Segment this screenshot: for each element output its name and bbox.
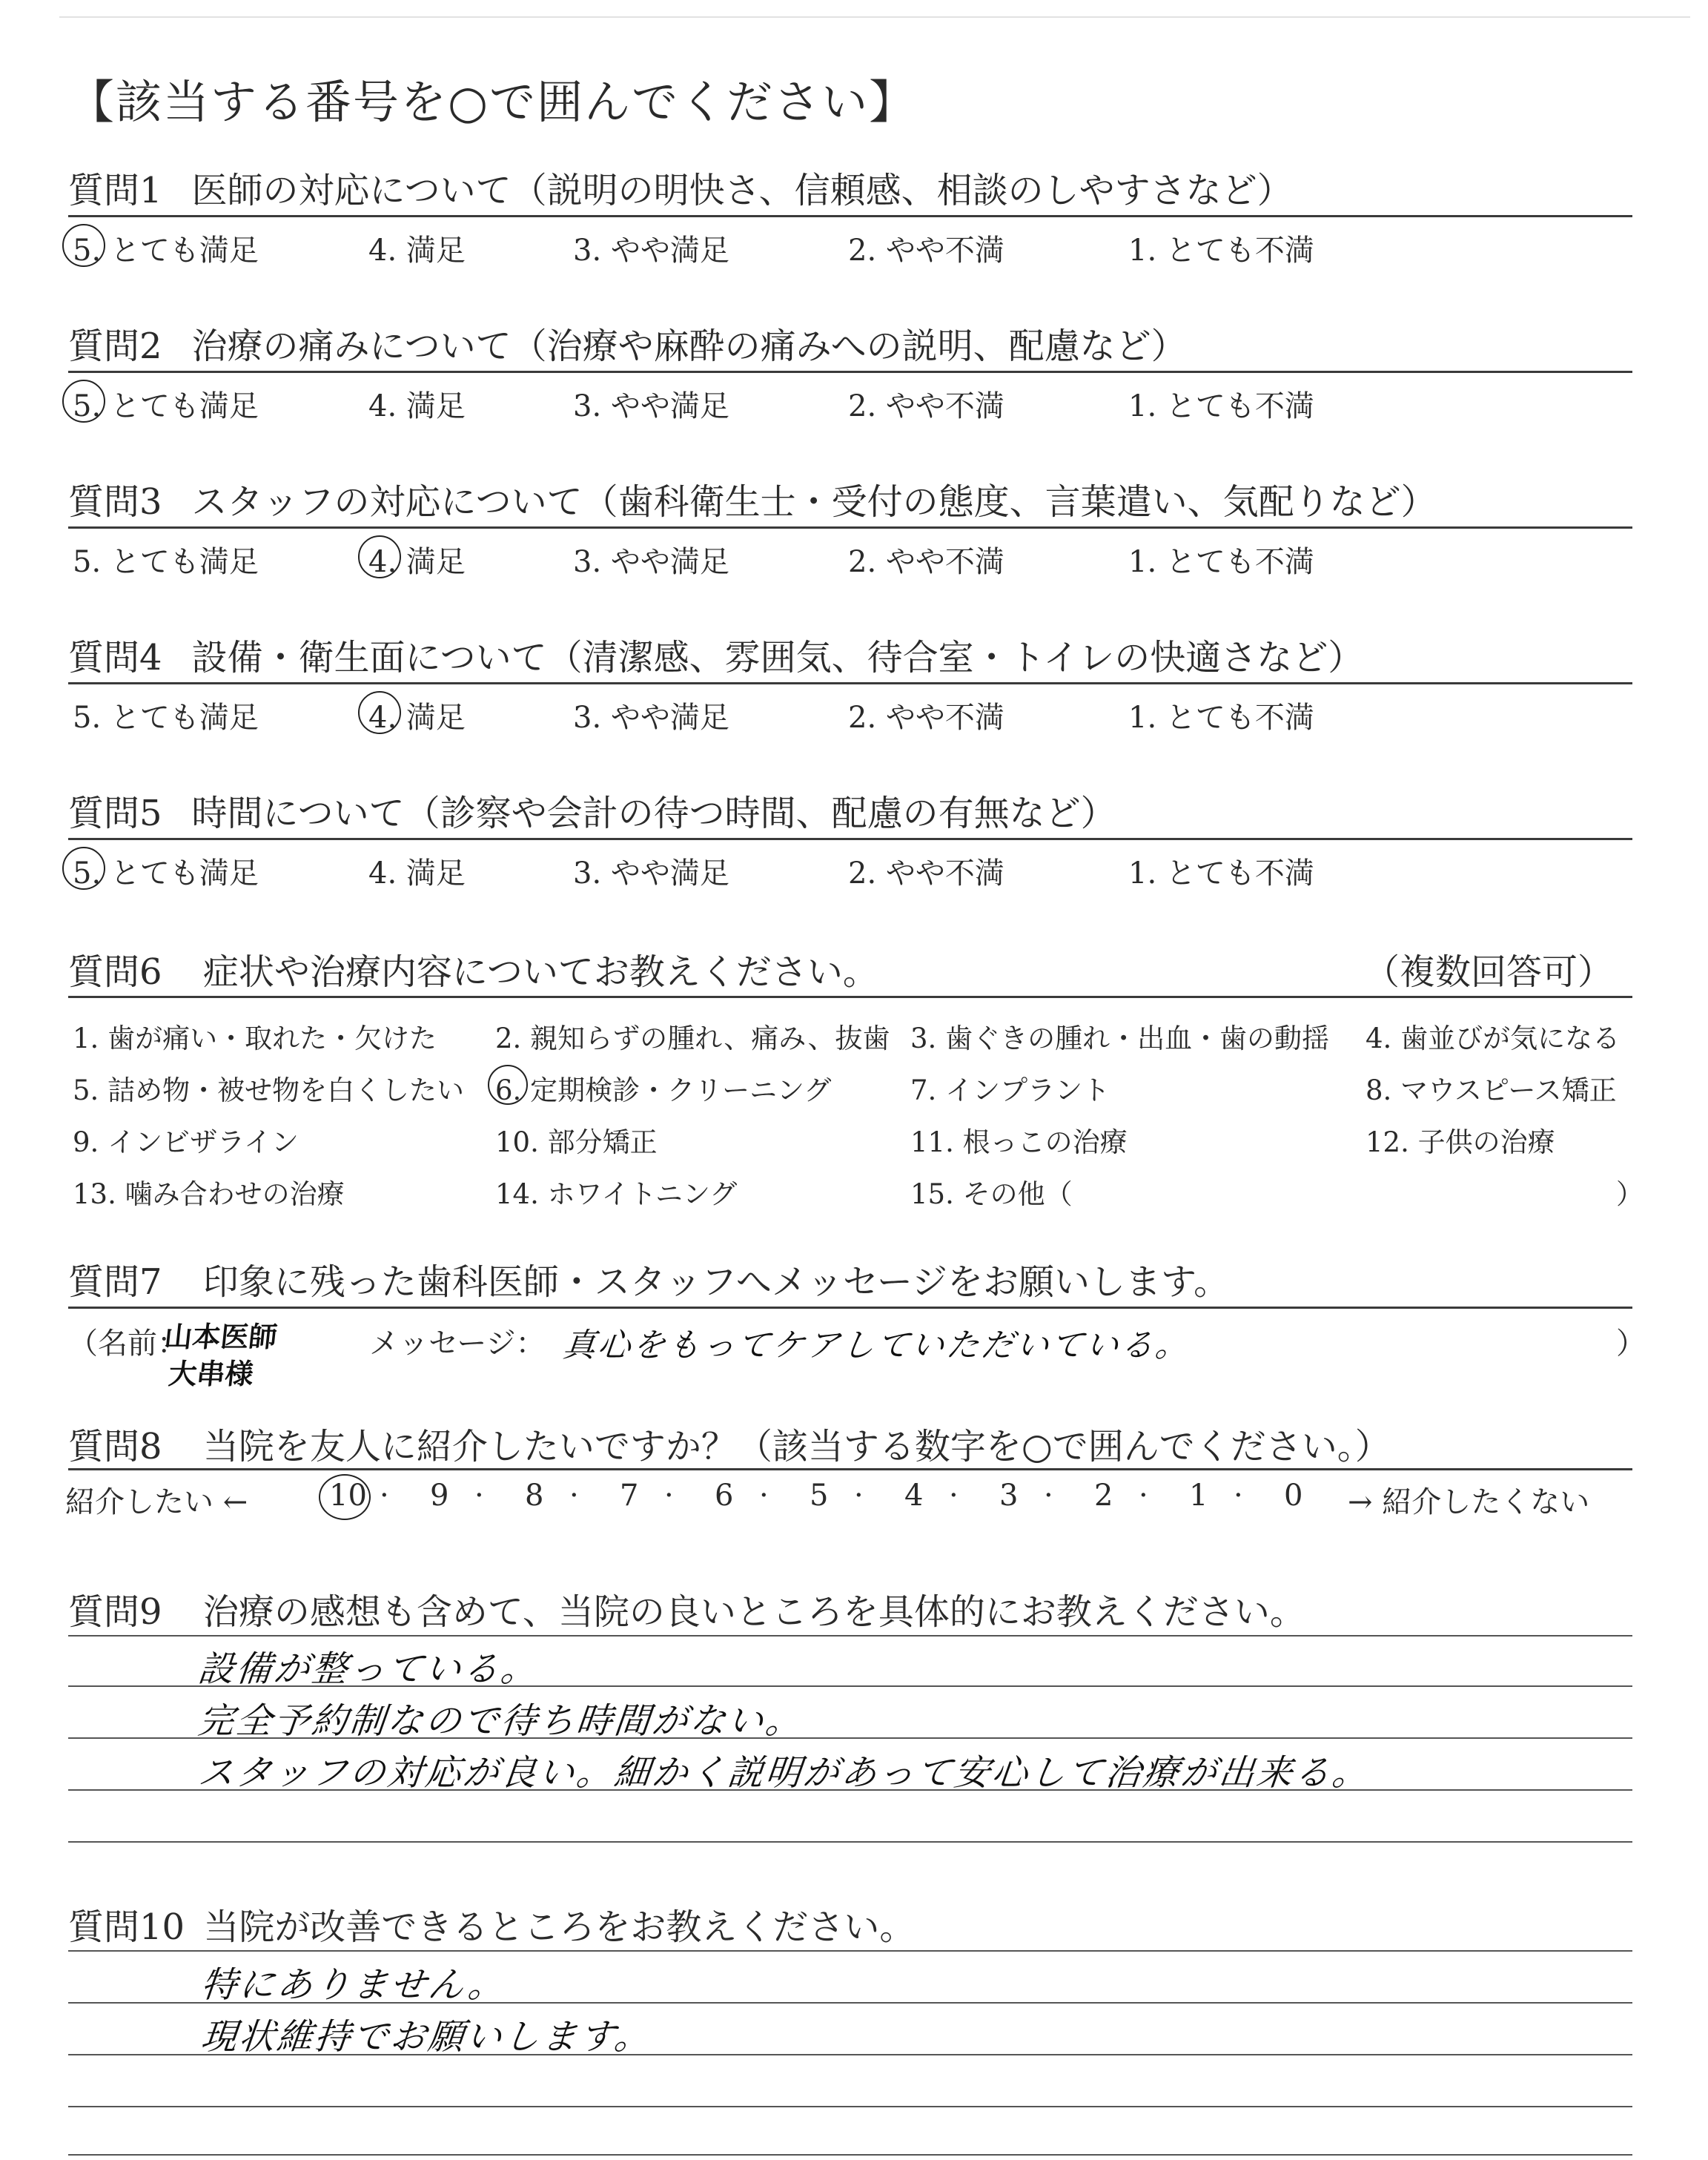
q3-header	[68, 473, 1437, 524]
q8-scale-separator: ·	[1234, 1479, 1243, 1513]
q8-scale-separator: ·	[380, 1479, 389, 1513]
q8-scale-separator: ·	[759, 1479, 769, 1513]
q5-label: 質問5	[68, 793, 162, 834]
q7-name-line1: 山本医師	[162, 1321, 279, 1353]
q6-option-12[interactable]: 12. 子供の治療	[1366, 1126, 1555, 1158]
q8-scale-separator: ·	[1044, 1479, 1053, 1513]
q6-text: 症状や治療内容についてお教えください。	[202, 951, 878, 993]
q4-option-4[interactable]: 4. 満足	[368, 701, 466, 735]
q6-option-13[interactable]: 13. 噛み合わせの治療	[73, 1178, 345, 1210]
q2-option-2[interactable]: 2. やや不満	[848, 389, 1004, 423]
q3-option-4[interactable]: 4. 満足	[368, 545, 466, 579]
q2-rule	[68, 371, 1632, 373]
q3-option-5[interactable]: 5. とても満足	[73, 545, 259, 579]
top-rule	[59, 16, 1690, 18]
q8-scale-9[interactable]: 9	[430, 1479, 449, 1513]
q8-scale-separator: ·	[949, 1479, 959, 1513]
q9-rule-4	[68, 1841, 1632, 1843]
q6-option-11[interactable]: 11. 根っこの治療	[910, 1126, 1128, 1158]
q6-selection-circle	[488, 1065, 528, 1105]
q6-rule	[68, 996, 1632, 998]
q4-option-3[interactable]: 3. やや満足	[573, 701, 729, 735]
q3-text: スタッフの対応について（歯科衛生士・受付の態度、言葉遣い、気配りなど）	[191, 481, 1437, 523]
q3-selection-circle	[358, 535, 401, 578]
q3-label: 質問3	[68, 481, 162, 523]
q1-selection-circle	[62, 224, 105, 267]
q1-text: 医師の対応について（説明の明快さ、信頼感、相談のしやすさなど）	[191, 170, 1293, 211]
q2-text: 治療の痛みについて（治療や麻酔の痛みへの説明、配慮など）	[191, 326, 1187, 367]
q1-header	[68, 162, 1293, 213]
q3-option-2[interactable]: 2. やや不満	[848, 545, 1004, 579]
q9-label: 質問9	[68, 1591, 162, 1633]
q8-scale-separator: ·	[474, 1479, 484, 1513]
q8-scale-5[interactable]: 5	[810, 1479, 829, 1513]
q8-scale-separator: ·	[1139, 1479, 1148, 1513]
q9-header	[68, 1583, 1305, 1634]
q9-text: 治療の感想も含めて、当院の良いところを具体的にお教えください。	[202, 1591, 1305, 1633]
q6-label: 質問6	[68, 951, 162, 993]
q6-header	[68, 943, 878, 994]
q8-scale-separator: ·	[664, 1479, 674, 1513]
q10-rule-3	[68, 2106, 1632, 2107]
q3-option-1[interactable]: 1. とても不満	[1128, 545, 1314, 579]
page-title: 【該当する番号を○で囲んでください】	[68, 75, 917, 129]
q1-rule	[68, 215, 1632, 217]
q9-rule-0	[68, 1635, 1632, 1636]
q8-scale-10[interactable]: 10	[329, 1479, 367, 1513]
q3-option-3[interactable]: 3. やや満足	[573, 545, 729, 579]
q6-option-4[interactable]: 4. 歯並びが気になる	[1366, 1023, 1621, 1054]
q10-rule-0	[68, 1950, 1632, 1952]
q5-rule	[68, 838, 1632, 840]
q5-text: 時間について（診察や会計の待つ時間、配慮の有無など）	[191, 793, 1116, 834]
q1-label: 質問1	[68, 170, 162, 211]
q5-selection-circle	[62, 847, 105, 890]
q7-name-label: （名前：	[68, 1327, 187, 1361]
q2-header	[68, 317, 1187, 369]
q9-answer-2: 完全予約制なので待ち時間がない。	[196, 1700, 806, 1742]
q3-rule	[68, 526, 1632, 529]
q6-option-7[interactable]: 7. インプラント	[910, 1074, 1110, 1106]
q6-option-9[interactable]: 9. インビザライン	[73, 1126, 299, 1158]
q8-scale-separator: ·	[854, 1479, 864, 1513]
q6-option-6[interactable]: 6. 定期検診・クリーニング	[495, 1074, 832, 1106]
q8-header	[68, 1418, 1391, 1469]
q8-scale-1[interactable]: 1	[1189, 1479, 1208, 1513]
q10-rule-4	[68, 2154, 1632, 2156]
q6-note: （複数回答可）	[1364, 951, 1614, 993]
q4-option-1[interactable]: 1. とても不満	[1128, 701, 1314, 735]
q8-right-label: → 紹介したくない	[1348, 1485, 1590, 1519]
q7-rule	[68, 1307, 1632, 1309]
q8-scale-separator: ·	[569, 1479, 579, 1513]
q8-rule	[68, 1468, 1632, 1470]
q4-option-2[interactable]: 2. やや不満	[848, 701, 1004, 735]
q4-option-5[interactable]: 5. とても満足	[73, 701, 259, 735]
q8-scale-0[interactable]: 0	[1284, 1479, 1303, 1513]
q6-option-8[interactable]: 8. マウスピース矯正	[1366, 1074, 1617, 1106]
q6-option-2[interactable]: 2. 親知らずの腫れ、痛み、抜歯	[495, 1023, 890, 1054]
q8-selection-circle	[319, 1474, 371, 1520]
q6-option-1[interactable]: 1. 歯が痛い・取れた・欠けた	[73, 1023, 437, 1054]
q8-scale-2[interactable]: 2	[1094, 1479, 1113, 1513]
q8-label: 質問8	[68, 1426, 162, 1467]
q1-option-1[interactable]: 1. とても不満	[1128, 234, 1314, 268]
q8-scale-4[interactable]: 4	[904, 1479, 924, 1513]
q7-header	[68, 1253, 1229, 1304]
q6-option-15-close: ）	[1616, 1178, 1644, 1210]
q4-rule	[68, 682, 1632, 684]
q5-option-5[interactable]: 5. とても満足	[73, 856, 259, 891]
q7-message-label: メッセージ：	[369, 1327, 546, 1361]
q8-scale-8[interactable]: 8	[525, 1479, 544, 1513]
q10-text: 当院が改善できるところをお教えください。	[203, 1906, 916, 1948]
q4-label: 質問4	[68, 637, 162, 678]
q4-header	[68, 629, 1363, 680]
q10-label: 質問10	[68, 1906, 185, 1948]
q2-label: 質問2	[68, 326, 162, 367]
q8-scale-6[interactable]: 6	[715, 1479, 734, 1513]
q2-option-1[interactable]: 1. とても不満	[1128, 389, 1314, 423]
q1-option-5[interactable]: 5. とても満足	[73, 234, 259, 268]
q5-option-3[interactable]: 3. やや満足	[573, 856, 729, 891]
q6-option-3[interactable]: 3. 歯ぐきの腫れ・出血・歯の動揺	[910, 1023, 1330, 1054]
q1-option-4[interactable]: 4. 満足	[368, 234, 466, 268]
q9-answer-3: スタッフの対応が良い。細かく説明があって安心して治療が出来る。	[196, 1752, 1373, 1794]
q5-option-1[interactable]: 1. とても不満	[1128, 856, 1314, 891]
q5-header	[68, 785, 1116, 836]
q1-option-2[interactable]: 2. やや不満	[848, 234, 1004, 268]
q7-text: 印象に残った歯科医師・スタッフへメッセージをお願いします。	[202, 1261, 1230, 1303]
q2-option-5[interactable]: 5. とても満足	[73, 389, 259, 423]
q6-option-15[interactable]: 15. その他（	[910, 1178, 1073, 1210]
q8-scale-3[interactable]: 3	[999, 1479, 1019, 1513]
q7-message: 真心をもってケアしていただいている。	[560, 1327, 1193, 1364]
q8-text: 当院を友人に紹介したいですか？（該当する数字を○で囲んでください。）	[202, 1426, 1391, 1467]
q7-label: 質問7	[68, 1261, 162, 1303]
q2-option-3[interactable]: 3. やや満足	[573, 389, 729, 423]
q7-close: ）	[1616, 1327, 1646, 1361]
q9-answer-1: 設備が整っている。	[196, 1648, 541, 1690]
q2-option-4[interactable]: 4. 満足	[368, 389, 466, 423]
q8-left-label: 紹介したい ←	[65, 1485, 248, 1519]
q6-option-14[interactable]: 14. ホワイトニング	[495, 1178, 738, 1210]
q4-text: 設備・衛生面について（清潔感、雰囲気、待合室・トイレの快適さなど）	[191, 637, 1364, 678]
q5-option-4[interactable]: 4. 満足	[368, 856, 466, 891]
q1-option-3[interactable]: 3. やや満足	[573, 234, 729, 268]
q10-answer-2: 現状維持でお願いします。	[199, 2016, 655, 2058]
q6-option-5[interactable]: 5. 詰め物・被せ物を白くしたい	[73, 1074, 465, 1106]
q8-scale-7[interactable]: 7	[620, 1479, 639, 1513]
q6-option-10[interactable]: 10. 部分矯正	[495, 1126, 658, 1158]
q7-name-line2: 大串様	[167, 1358, 255, 1390]
q10-answer-1: 特にありません。	[199, 1964, 509, 2006]
q10-header	[68, 1898, 915, 1949]
q4-selection-circle	[358, 691, 401, 734]
q2-selection-circle	[62, 380, 105, 423]
q5-option-2[interactable]: 2. やや不満	[848, 856, 1004, 891]
